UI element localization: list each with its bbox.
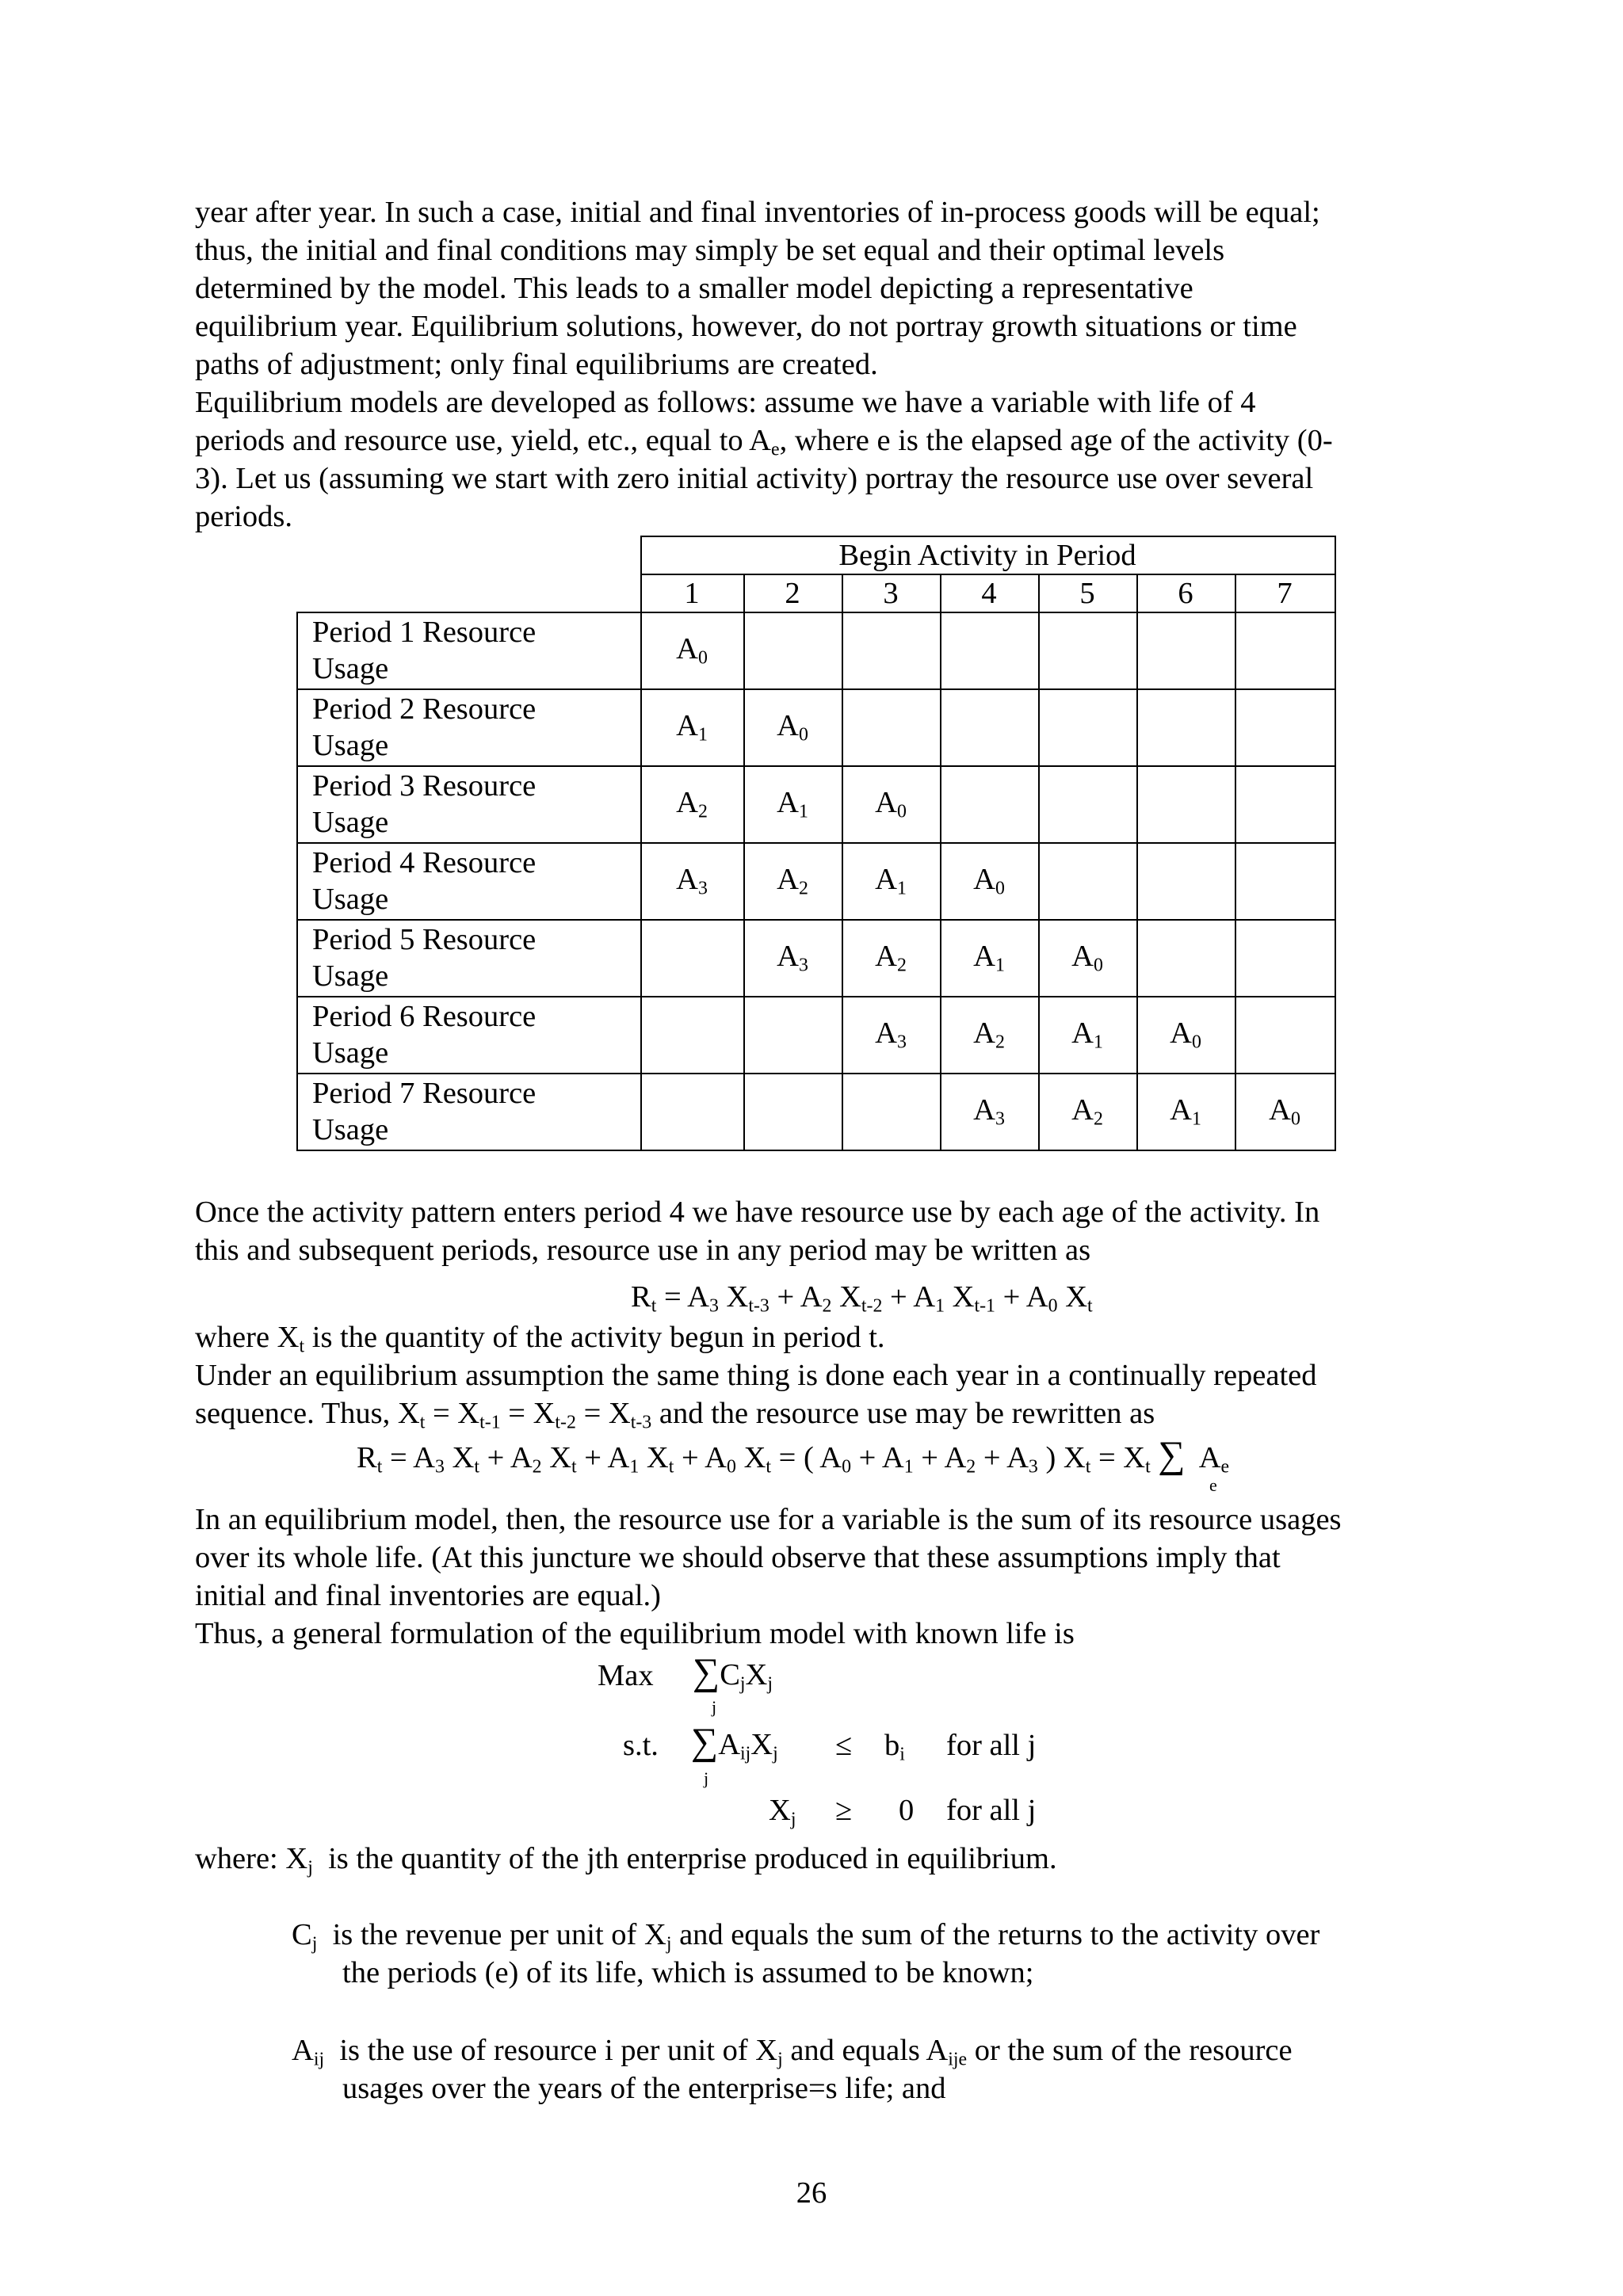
objective-function: $\sum C_jX_j$ bbox=[693, 1651, 773, 1695]
table-cell: $A_0$ bbox=[676, 632, 708, 669]
sum-index-j: j bbox=[712, 1697, 717, 1717]
table-cell: $A_0$ bbox=[1170, 1016, 1201, 1053]
table-cell: $A_0$ bbox=[1269, 1093, 1300, 1130]
text-line: initial and final inventories are equal.) bbox=[195, 1579, 661, 1612]
text-line: thus, the initial and final conditions may simply be set equal and their optimal levels bbox=[195, 234, 1225, 267]
row-label: Usage bbox=[312, 729, 389, 762]
table-cell: $A_1$ bbox=[1170, 1093, 1201, 1130]
table-cell: $A_1$ bbox=[1071, 1016, 1103, 1053]
table-border bbox=[1038, 574, 1040, 1151]
row-label: Usage bbox=[312, 1036, 389, 1070]
table-border bbox=[1235, 574, 1236, 1151]
text-line: determined by the model. This leads to a smaller model depicting a representative bbox=[195, 272, 1193, 305]
row-label: Period 2 Resource bbox=[312, 692, 537, 726]
sum-index-e: e bbox=[1209, 1475, 1217, 1495]
definition-cj: $C_j$ is the revenue per unit of $X_j$ and equals the sum of the returns to the activity over the periods (e) of its life, which is assumed to be known; bbox=[292, 1918, 1320, 1989]
text-line: Once the activity pattern enters period 4 we have resource use by each age of the activity. In bbox=[195, 1196, 1320, 1229]
table-cell: $A_2$ bbox=[1071, 1093, 1103, 1130]
where-xt-paragraph bbox=[195, 1318, 1447, 1432]
text-line: this and subsequent periods, resource use in any period may be written as bbox=[195, 1234, 1091, 1267]
table-cell: $A_0$ bbox=[1071, 940, 1103, 976]
text-line: year after year. In such a case, initial and final inventories of in-process goods will be equal; bbox=[195, 196, 1320, 229]
column-header: 6 bbox=[1178, 577, 1193, 610]
table-border bbox=[296, 612, 298, 1151]
row-label: Period 3 Resource bbox=[312, 769, 537, 803]
table-cell: $A_2$ bbox=[973, 1016, 1005, 1053]
table-cell: $A_1$ bbox=[875, 863, 907, 899]
table-border bbox=[1335, 536, 1336, 1151]
column-header: 7 bbox=[1277, 577, 1293, 610]
table-cell: $A_3$ bbox=[875, 1016, 907, 1053]
ge-sign: ≥ bbox=[835, 1794, 853, 1827]
table-cell: $A_3$ bbox=[676, 863, 708, 899]
table-cell: $A_1$ bbox=[973, 940, 1005, 976]
column-header: 3 bbox=[883, 577, 899, 610]
text-line: over its whole life. (At this juncture we should observe that these assumptions imply that bbox=[195, 1541, 1281, 1574]
text-line: paths of adjustment; only final equilibriums are created. bbox=[195, 348, 878, 381]
row-label: Usage bbox=[312, 806, 389, 839]
row-label: Usage bbox=[312, 1113, 389, 1146]
text-line: Equilibrium models are developed as follows: assume we have a variable with life of 4 bbox=[195, 386, 1256, 419]
row-label: Period 1 Resource bbox=[312, 616, 537, 649]
table-cell: $A_3$ bbox=[973, 1093, 1005, 1130]
table-border bbox=[296, 1150, 1336, 1151]
column-header: 2 bbox=[785, 577, 800, 610]
forall-j-2: for all j bbox=[946, 1794, 1037, 1827]
text-line: Thus, a general formulation of the equilibrium model with known life is bbox=[195, 1617, 1075, 1650]
table-border bbox=[1136, 574, 1138, 1151]
constraint-lhs: $\sum A_{ij}X_j$ bbox=[691, 1721, 778, 1764]
model-max-label: Max bbox=[598, 1659, 654, 1692]
table-border bbox=[640, 536, 642, 1151]
table-cell: $A_2$ bbox=[875, 940, 907, 976]
table-cell: $A_3$ bbox=[777, 940, 808, 976]
text-line: periods. bbox=[195, 500, 292, 533]
text-line: In an equilibrium model, then, the resource use for a variable is the sum of its resource usages bbox=[195, 1503, 1342, 1536]
constraint-rhs: $b_i$ bbox=[884, 1729, 905, 1765]
column-header: 4 bbox=[981, 577, 997, 610]
page-number: 26 bbox=[796, 2176, 827, 2210]
intro-paragraph bbox=[195, 193, 1447, 536]
model-st-label: s.t. bbox=[623, 1729, 659, 1762]
resource-equation-2: $R_t = A_3$ $X_t + A_2$ $X_t + A_1$ $X_t + A_0$ $X_t$ = ( $A_0 + A_1 + A_2 + A_3$ ) $X_t = X_t$ ∑ $A_e$ bbox=[357, 1434, 1230, 1478]
definition-aij: $A_{ij}$ is the use of resource i per unit of $X_j$ and equals $A_{ije}$ or the sum of the resource usages over the years of the enterprise=s life; and bbox=[292, 2034, 1293, 2105]
zero: 0 bbox=[899, 1794, 915, 1827]
after-table-paragraph bbox=[195, 1193, 1447, 1269]
text-line: where $X_t$ is the quantity of the activity begun in period t. bbox=[195, 1321, 885, 1357]
table-cell: $A_1$ bbox=[676, 709, 708, 746]
table-cell: $A_2$ bbox=[777, 863, 808, 899]
row-label: Usage bbox=[312, 883, 389, 916]
text-line: equilibrium year. Equilibrium solutions, however, do not portray growth situations or time bbox=[195, 310, 1297, 343]
text-line: periods and resource use, yield, etc., equal to $A_e$, where e is the elapsed age of the activity (0- bbox=[195, 424, 1333, 460]
text-line: sequence. Thus, $X_t = X_{t-1} = X_{t-2} = X_{t-3}$ and the resource use may be rewritten as bbox=[195, 1397, 1155, 1433]
row-label: Period 7 Resource bbox=[312, 1077, 537, 1110]
row-label: Period 5 Resource bbox=[312, 923, 537, 956]
equilibrium-paragraph bbox=[195, 1501, 1447, 1653]
table-cell: $A_0$ bbox=[875, 786, 907, 822]
resource-equation-1: $R_t = A_3$ $X_{t-3} + A_2$ $X_{t-2} + A_1$ $X_{t-1} + A_0$ $X_t$ bbox=[631, 1280, 1093, 1317]
row-label: Period 6 Resource bbox=[312, 1000, 537, 1033]
nonneg-var: $X_j$ bbox=[769, 1794, 796, 1830]
definition-xj: where: $X_j$ is the quantity of the jth enterprise produced in equilibrium. bbox=[195, 1842, 1057, 1878]
forall-j-1: for all j bbox=[946, 1729, 1037, 1762]
row-label: Usage bbox=[312, 959, 389, 993]
column-header: 1 bbox=[684, 577, 700, 610]
table-cell: $A_2$ bbox=[676, 786, 708, 822]
row-label: Period 4 Resource bbox=[312, 846, 537, 879]
text-line: Under an equilibrium assumption the same thing is done each year in a continually repeated bbox=[195, 1359, 1317, 1392]
row-label: Usage bbox=[312, 652, 389, 685]
table-cell: $A_0$ bbox=[777, 709, 808, 746]
column-header: 5 bbox=[1079, 577, 1095, 610]
text-line: 3). Let us (assuming we start with zero initial activity) portray the resource use over several bbox=[195, 462, 1314, 495]
table-header: Begin Activity in Period bbox=[838, 539, 1136, 572]
table-cell: $A_0$ bbox=[973, 863, 1005, 899]
sum-index-j: j bbox=[704, 1768, 709, 1788]
table-cell: $A_1$ bbox=[777, 786, 808, 822]
le-sign: ≤ bbox=[835, 1729, 853, 1762]
